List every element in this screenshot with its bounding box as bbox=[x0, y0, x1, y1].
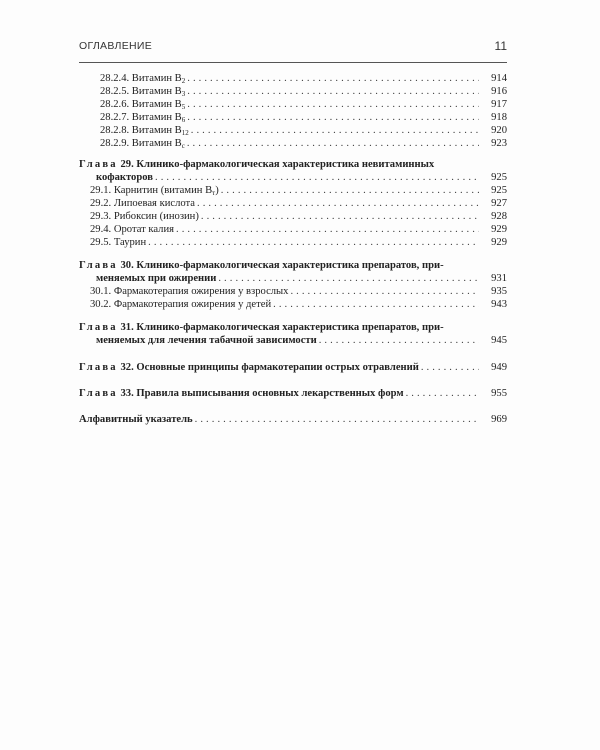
chapter-label: Глава bbox=[79, 362, 118, 373]
leader-dots bbox=[271, 298, 479, 311]
leader-dots bbox=[195, 197, 479, 210]
leader-dots bbox=[185, 72, 479, 85]
entry-text: 30.1. Фармакотерапия ожирения у взрослых bbox=[90, 286, 289, 297]
chapter-page: 955 bbox=[491, 388, 507, 399]
leader-dots bbox=[288, 285, 479, 298]
leader-dots bbox=[199, 210, 479, 223]
leader-dots bbox=[185, 111, 479, 124]
chapter-label: Глава bbox=[79, 388, 118, 399]
entry-page: 918 bbox=[491, 112, 507, 123]
chapter-title: Основные принципы фармакотерапии острых отравлений bbox=[136, 362, 419, 373]
entry-label: Витамин В bbox=[131, 86, 182, 97]
entry-label: Витамин В bbox=[131, 138, 182, 149]
chapter-number: 32. bbox=[120, 362, 134, 373]
entry-page: 917 bbox=[491, 99, 507, 110]
leader-dots bbox=[185, 98, 479, 111]
entry-page: 920 bbox=[491, 125, 507, 136]
entry-page: 943 bbox=[491, 299, 507, 310]
chapter-title: Правила выписывания основных лекарственных форм bbox=[136, 388, 404, 399]
leader-dots bbox=[219, 184, 479, 197]
entry-page: 927 bbox=[491, 198, 507, 209]
leader-dots bbox=[153, 171, 479, 184]
leader-dots bbox=[216, 272, 479, 285]
running-header bbox=[79, 40, 507, 58]
index-page: 969 bbox=[491, 414, 507, 425]
chapter-page: 949 bbox=[491, 362, 507, 373]
entry-sub: 12 bbox=[181, 129, 189, 137]
chapter-title-line1: Клинико-фармакологическая характеристика препаратов, при- bbox=[136, 322, 444, 333]
leader-dots bbox=[185, 137, 479, 150]
leader-dots bbox=[419, 361, 479, 374]
entry-label: Витамин В bbox=[131, 112, 182, 123]
chapter-title-line1: Клинико-фармакологическая характеристика невитаминных bbox=[136, 159, 435, 170]
toc-chapter-31[interactable] bbox=[0, 321, 600, 351]
entry-text: 29.1. Карнитин (витамин В bbox=[90, 185, 213, 196]
entry-page: 928 bbox=[491, 211, 507, 222]
header-rule bbox=[79, 62, 507, 63]
entry-sub: c bbox=[181, 142, 185, 150]
entry-num: 28.2.9. bbox=[100, 138, 130, 149]
index-title: Алфавитный указатель bbox=[79, 414, 193, 425]
running-header-title: ОГЛАВЛЕНИЕ bbox=[79, 40, 153, 52]
entry-sub: т bbox=[212, 189, 216, 197]
entry-text: 30.2. Фармакотерапия ожирения у детей bbox=[90, 299, 272, 310]
entry-text: 29.2. Липоевая кислота bbox=[90, 198, 195, 209]
chapter-number: 31. bbox=[120, 322, 134, 333]
entry-page: 925 bbox=[491, 185, 507, 196]
entry-num: 28.2.8. bbox=[100, 125, 130, 136]
chapter-title-line2: кофакторов bbox=[96, 172, 153, 183]
entry-page: 916 bbox=[491, 86, 507, 97]
leader-dots bbox=[189, 124, 479, 137]
entry-sub: 2 bbox=[181, 77, 186, 85]
chapter-number: 30. bbox=[120, 260, 134, 271]
leader-dots bbox=[185, 85, 479, 98]
chapter-page: 945 bbox=[491, 335, 507, 346]
entry-tail: ) bbox=[215, 185, 219, 196]
chapter-number: 29. bbox=[120, 159, 134, 170]
entry-label: Витамин В bbox=[131, 125, 182, 136]
chapter-label: Глава bbox=[79, 159, 118, 170]
entry-num: 28.2.5. bbox=[100, 86, 130, 97]
chapter-title-line1: Клинико-фармакологическая характеристика препаратов, при- bbox=[136, 260, 444, 271]
chapter-label: Глава bbox=[79, 260, 118, 271]
page-number: 11 bbox=[494, 39, 507, 53]
leader-dots bbox=[146, 236, 479, 249]
leader-dots bbox=[193, 413, 479, 426]
leader-dots bbox=[317, 334, 479, 347]
entry-page: 929 bbox=[491, 237, 507, 248]
leader-dots bbox=[174, 223, 479, 236]
entry-page: 935 bbox=[491, 286, 507, 297]
chapter-title-line2: меняемых для лечения табачной зависимости bbox=[96, 335, 317, 346]
entry-page: 914 bbox=[491, 73, 507, 84]
entry-sub: 5 bbox=[181, 103, 186, 111]
entry-text: 29.5. Таурин bbox=[90, 237, 147, 248]
entry-page: 929 bbox=[491, 224, 507, 235]
entry-text: 29.4. Оротат калия bbox=[90, 224, 175, 235]
leader-dots bbox=[404, 387, 479, 400]
entry-num: 28.2.7. bbox=[100, 112, 130, 123]
entry-num: 28.2.4. bbox=[100, 73, 130, 84]
chapter-page: 925 bbox=[491, 172, 507, 183]
entry-sub: 3 bbox=[181, 90, 186, 98]
entry-label: Витамин В bbox=[131, 73, 182, 84]
entry-label: Витамин В bbox=[131, 99, 182, 110]
entry-text: 29.3. Рибоксин (инозин) bbox=[90, 211, 199, 222]
chapter-label: Глава bbox=[79, 322, 118, 333]
chapter-number: 33. bbox=[120, 388, 134, 399]
entry-page: 923 bbox=[491, 138, 507, 149]
entry-sub: 6 bbox=[181, 116, 186, 124]
chapter-title-line2: меняемых при ожирении bbox=[96, 273, 217, 284]
entry-num: 28.2.6. bbox=[100, 99, 130, 110]
chapter-page: 931 bbox=[491, 273, 507, 284]
